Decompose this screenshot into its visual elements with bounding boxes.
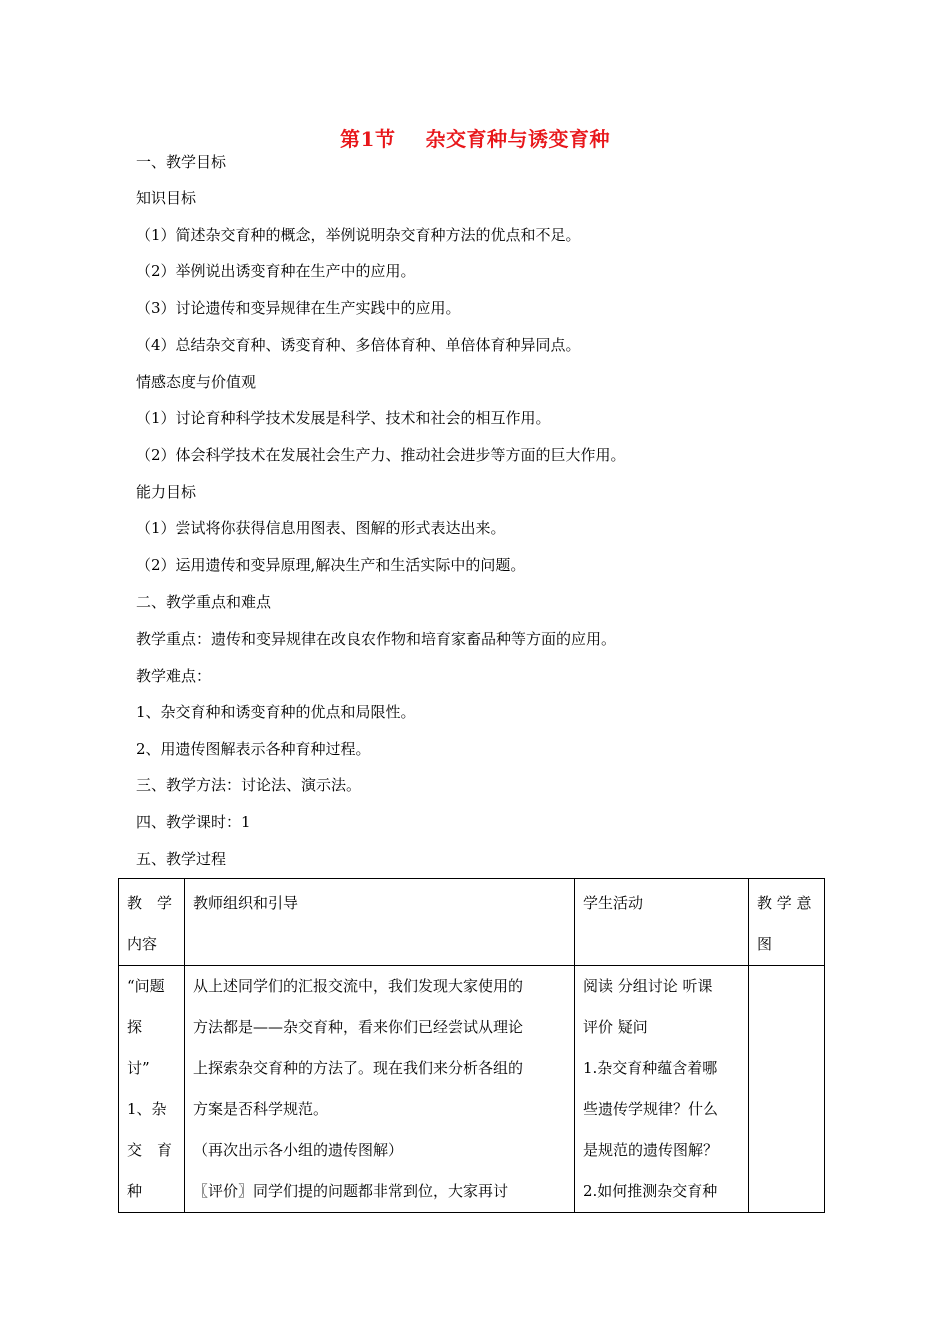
- ability-item-2: （2）运用遗传和变异原理,解决生产和生活实际中的问题。: [136, 556, 526, 574]
- header-intent: 教 学 意 图: [749, 879, 825, 966]
- cell-intent: [749, 966, 825, 1213]
- difficulty-item-1: 1、杂交育种和诱变育种的优点和局限性。: [136, 703, 416, 721]
- page-title: [0, 123, 950, 152]
- subheading-attitude: 情感态度与价值观: [136, 373, 257, 391]
- knowledge-item-2: （2）举例说出诱变育种在生产中的应用。: [136, 262, 416, 280]
- header-teacher: 教师组织和引导: [185, 879, 575, 966]
- attitude-item-2: （2）体会科学技术在发展社会生产力、推动社会进步等方面的巨大作用。: [136, 446, 626, 464]
- table-header-row: [119, 879, 825, 966]
- attitude-item-1: （1）讨论育种科学技术发展是科学、技术和社会的相互作用。: [136, 409, 551, 427]
- key-point: 教学重点：遗传和变异规律在改良农作物和培育家畜品种等方面的应用。: [136, 630, 617, 648]
- difficulty-label: 教学难点：: [136, 667, 212, 685]
- cell-content: “问题 探 讨” 1、杂 交 育 种: [119, 966, 185, 1213]
- knowledge-item-3: （3）讨论遗传和变异规律在生产实践中的应用。: [136, 299, 461, 317]
- cell-student: 阅读 分组讨论 听课 评价 疑问 1.杂交育种蕴含着哪 些遗传学规律？什么 是规范的遗传图解？ 2.如何推测杂交育种: [575, 966, 749, 1213]
- subheading-ability: 能力目标: [136, 483, 197, 501]
- cell-teacher: 从上述同学们的汇报交流中，我们发现大家使用的 方法都是——杂交育种，看来你们已经尝试从理论 上探索杂交育种的方法了。现在我们来分析各组的 方案是否科学规范。 （再次出示各小组的遗传图解） 〖评价〗同学们提的问题都非常到位，大家再讨: [185, 966, 575, 1213]
- process-table: [118, 878, 825, 1213]
- header-content: 教 学 内容: [119, 879, 185, 966]
- subheading-knowledge: 知识目标: [136, 189, 197, 207]
- heading-process: 五、教学过程: [136, 850, 227, 868]
- ability-item-1: （1）尝试将你获得信息用图表、图解的形式表达出来。: [136, 519, 506, 537]
- heading-objectives: 一、教学目标: [136, 153, 227, 171]
- section-number: 第1节: [340, 127, 396, 151]
- section-name: 杂交育种与诱变育种: [425, 127, 610, 151]
- knowledge-item-4: （4）总结杂交育种、诱变育种、多倍体育种、单倍体育种异同点。: [136, 336, 581, 354]
- knowledge-item-1: （1）简述杂交育种的概念，举例说明杂交育种方法的优点和不足。: [136, 226, 581, 244]
- table-row: [119, 966, 825, 1213]
- difficulty-item-2: 2、用遗传图解表示各种育种过程。: [136, 740, 371, 758]
- header-student: 学生活动: [575, 879, 749, 966]
- heading-methods: 三、教学方法：讨论法、演示法。: [136, 776, 362, 794]
- heading-periods: 四、教学课时：1: [136, 813, 251, 831]
- heading-key-points: 二、教学重点和难点: [136, 593, 272, 611]
